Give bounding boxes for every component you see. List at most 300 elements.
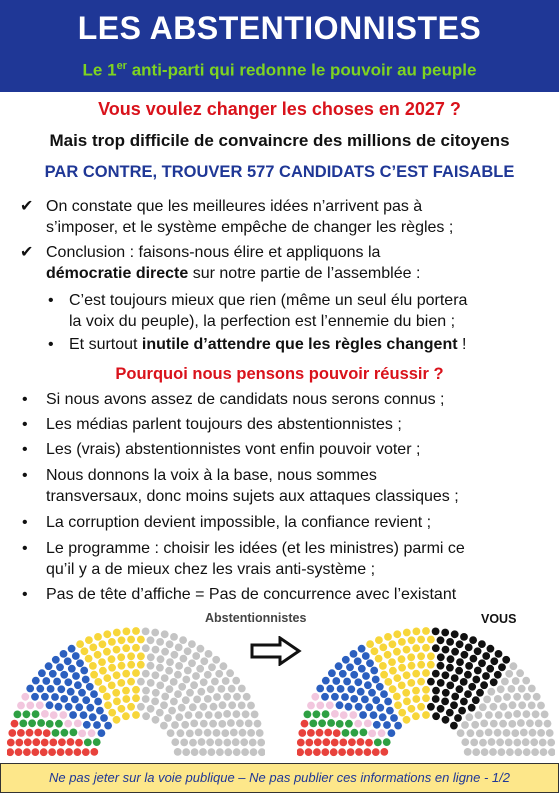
seat-dot [347, 685, 355, 693]
seat-dot [28, 719, 36, 727]
seat-dot [195, 729, 203, 737]
reason-item: Les (vrais) abstentionnistes vont enfin pouvoir voter ; [46, 441, 421, 458]
subtitle-prefix: Le 1 [82, 60, 117, 80]
seat-dot [23, 710, 31, 718]
seat-dot [505, 670, 513, 678]
seat-dot [432, 670, 440, 678]
seat-dot [240, 738, 248, 746]
seat-dot [189, 739, 197, 747]
seat-dot [132, 711, 140, 719]
seat-dot [384, 698, 392, 706]
seat-dot [83, 721, 91, 729]
seat-dot [427, 652, 435, 660]
seat-dot [528, 702, 536, 710]
seat-dot [43, 729, 51, 737]
seat-dot [487, 645, 495, 653]
seat-dot [326, 701, 334, 709]
seat-dot [313, 710, 321, 718]
seat-dot [471, 721, 479, 729]
seat-dot [464, 671, 472, 679]
seat-dot [68, 645, 76, 653]
seat-dot [498, 663, 506, 671]
seat-dot [330, 748, 338, 756]
seat-dot [327, 719, 335, 727]
seat-dot [368, 689, 376, 697]
seat-dot [432, 644, 440, 652]
seat-dot [174, 748, 182, 756]
seat-dot [188, 640, 196, 648]
seat-dot [197, 688, 205, 696]
seat-dot [48, 748, 56, 756]
seat-dot [37, 719, 45, 727]
seat-dot [522, 677, 530, 685]
seat-dot [51, 693, 59, 701]
seat-dot [86, 683, 94, 691]
seat-dot [398, 655, 406, 663]
seat-dot [226, 669, 234, 677]
seat-dot [523, 710, 531, 718]
seat-dot [59, 711, 67, 719]
seat-dot [89, 662, 97, 670]
seat-dot [307, 702, 315, 710]
seat-dot [384, 633, 392, 641]
seat-dot [36, 685, 44, 693]
seat-dot [98, 658, 106, 666]
seat-dot [164, 714, 172, 722]
seat-dot [508, 720, 516, 728]
seat-dot [72, 672, 80, 680]
seat-dot [76, 640, 84, 648]
seat-dot [461, 651, 469, 659]
seat-dot [447, 655, 455, 663]
sub-bullet-line: la voix du peuple), la perfection est l’ennemie du bien ; [69, 313, 456, 330]
seat-dot [96, 707, 104, 715]
seat-dot [408, 636, 416, 644]
seat-dot [393, 648, 401, 656]
seat-dot [85, 636, 93, 644]
reason-item: transversaux, donc moins sujets aux attaques classiques ; [46, 488, 459, 505]
seat-dot [40, 748, 48, 756]
seat-dot [26, 702, 34, 710]
seat-dot [370, 667, 378, 675]
seat-dot [313, 748, 321, 756]
seat-dot [422, 686, 430, 694]
seat-dot [89, 644, 97, 652]
seat-dot [199, 748, 207, 756]
seat-dot [250, 748, 258, 756]
seat-dot [123, 628, 131, 636]
seat-dot [360, 729, 368, 737]
seat-dot [156, 664, 164, 672]
seat-dot [316, 702, 324, 710]
seat-dot [180, 739, 188, 747]
seat-dot [474, 667, 482, 675]
seat-dot [427, 703, 435, 711]
seat-dot [50, 711, 58, 719]
seat-dot [529, 729, 537, 737]
reason-item: Le programme : choisir les idées (et les ministres) parmi ce [46, 540, 465, 557]
seat-dot [76, 659, 84, 667]
seat-dot [362, 652, 370, 660]
seat-dot [512, 677, 520, 685]
seat-dot [64, 720, 72, 728]
seat-dot [403, 671, 411, 679]
seat-dot [412, 695, 420, 703]
seat-dot [379, 644, 387, 652]
seat-dot [478, 640, 486, 648]
reason-item: Si nous avons assez de candidats nous serons connus ; [46, 391, 445, 408]
seat-dot [442, 646, 450, 654]
seat-dot [184, 647, 192, 655]
seat-dot [486, 665, 494, 673]
seat-dot [168, 707, 176, 715]
seat-dot [533, 693, 541, 701]
seat-dot [17, 702, 25, 710]
subtitle-rest: anti-parti qui redonne le pouvoir au peuple [126, 60, 477, 80]
seat-dot [508, 685, 516, 693]
seat-dot [200, 678, 208, 686]
seat-dot [232, 677, 240, 685]
seat-dot [451, 693, 459, 701]
seat-dot [132, 644, 140, 652]
seat-dot [80, 711, 88, 719]
seat-dot [84, 739, 92, 747]
seat-dot [19, 720, 27, 728]
intro-headline: PAR CONTRE, TROUVER 577 CANDIDATS C’EST FAISABLE [44, 163, 515, 181]
seat-dot [195, 711, 203, 719]
seat-dot [497, 685, 505, 693]
seat-dot [383, 721, 391, 729]
seat-dot [446, 709, 454, 717]
seat-dot [221, 729, 229, 737]
seat-dot [61, 729, 69, 737]
seat-dot [470, 655, 478, 663]
seat-dot [108, 664, 116, 672]
seat-dot [478, 659, 486, 667]
seat-dot [324, 729, 332, 737]
seat-dot [490, 657, 498, 665]
seat-dot [354, 720, 362, 728]
seat-dot [361, 696, 369, 704]
seat-dot [177, 729, 185, 737]
seat-dot [166, 685, 174, 693]
seat-dot [372, 676, 380, 684]
seat-dot [468, 683, 476, 691]
seat-dot [103, 693, 111, 701]
seat-dot [495, 650, 503, 658]
seat-dot [190, 720, 198, 728]
seat-dot [480, 681, 488, 689]
parliament-left-diagram [7, 617, 265, 759]
seat-dot [523, 748, 531, 756]
seat-dot [454, 714, 462, 722]
seat-dot [502, 656, 510, 664]
seat-dot [464, 690, 472, 698]
seat-dot [455, 667, 463, 675]
seat-dot [137, 661, 145, 669]
seat-dot [331, 710, 339, 718]
seat-dot [518, 685, 526, 693]
seat-dot [501, 678, 509, 686]
seat-dot [514, 748, 522, 756]
seat-dot [451, 630, 459, 638]
seat-dot [408, 705, 416, 713]
seat-dot [348, 738, 356, 746]
seat-dot [160, 701, 168, 709]
seat-dot [441, 629, 449, 637]
seat-dot [479, 703, 487, 711]
seat-dot [347, 748, 355, 756]
seat-dot [118, 636, 126, 644]
sub-bullet-post: ! [457, 336, 467, 353]
bullet-icon: • [22, 467, 28, 484]
seat-dot [60, 695, 68, 703]
seat-dot [7, 748, 14, 756]
seat-dot [104, 722, 112, 730]
seat-dot [191, 748, 199, 756]
seat-dot [528, 685, 536, 693]
seat-dot [178, 704, 186, 712]
seat-dot [68, 665, 76, 673]
seat-dot [118, 662, 126, 670]
seat-dot [386, 707, 394, 715]
seat-dot [170, 633, 178, 641]
seat-dot [99, 667, 107, 675]
seat-dot [186, 730, 194, 738]
seat-dot [509, 701, 517, 709]
seat-dot [70, 729, 78, 737]
seat-dot [403, 629, 411, 637]
seat-dot [152, 671, 160, 679]
sub-bullet-line [69, 334, 466, 355]
seat-dot [65, 703, 73, 711]
seat-dot [354, 657, 362, 665]
seat-dot [166, 640, 174, 648]
seat-dot [510, 662, 518, 670]
seat-dot [393, 630, 401, 638]
seat-dot [170, 698, 178, 706]
seat-dot [55, 703, 63, 711]
seat-dot [460, 678, 468, 686]
seat-dot [432, 687, 440, 695]
seat-dot [190, 681, 198, 689]
seat-dot [151, 629, 159, 637]
seat-dot [206, 738, 214, 746]
seat-dot [450, 722, 458, 730]
seat-dot [355, 748, 363, 756]
seat-dot [117, 653, 125, 661]
seat-dot [17, 729, 25, 737]
seat-dot [11, 720, 19, 728]
seat-dot [175, 713, 183, 721]
seat-dot [504, 711, 512, 719]
seat-dot [370, 711, 378, 719]
seat-dot [236, 719, 244, 727]
seat-dot [413, 628, 421, 636]
seat-dot [390, 714, 398, 722]
seat-dot [337, 685, 345, 693]
seat-dot [198, 738, 206, 746]
seat-dot [481, 748, 489, 756]
seat-dot [89, 713, 97, 721]
seat-dot [127, 652, 135, 660]
seat-dot [196, 665, 204, 673]
seat-dot [383, 738, 391, 746]
seat-dot [345, 703, 353, 711]
seat-dot [407, 653, 415, 661]
seat-dot [474, 647, 482, 655]
seat-dot [60, 671, 68, 679]
sub-bullet-line: C’est toujours mieux que rien (même un seul élu portera [69, 292, 468, 309]
seat-dot [227, 719, 235, 727]
seat-dot [142, 628, 150, 636]
seat-dot [113, 646, 121, 654]
seat-dot [388, 658, 396, 666]
bullet-icon: • [22, 540, 28, 557]
seat-dot [113, 671, 121, 679]
seat-dot [546, 729, 554, 737]
seat-dot [49, 739, 57, 747]
seat-dot [451, 648, 459, 656]
seat-dot [166, 658, 174, 666]
seat-dot [122, 687, 130, 695]
seat-dot [368, 730, 376, 738]
seat-dot [548, 748, 555, 756]
seat-dot [376, 704, 384, 712]
seat-dot [318, 719, 326, 727]
seat-dot [520, 729, 528, 737]
seat-dot [297, 748, 304, 756]
seat-dot [142, 670, 150, 678]
seat-dot [204, 671, 212, 679]
sub-bullet-pre: Et surtout [69, 336, 142, 353]
seat-dot [74, 748, 82, 756]
seat-dot [322, 738, 330, 746]
seat-dot [67, 688, 75, 696]
seat-dot [58, 738, 66, 746]
seat-dot [495, 711, 503, 719]
parliament-right-diagram [297, 617, 555, 759]
seat-dot [393, 674, 401, 682]
seat-dot [247, 729, 255, 737]
seat-dot [451, 674, 459, 682]
seat-dot [41, 693, 49, 701]
seat-dot [82, 676, 90, 684]
seat-dot [52, 656, 60, 664]
seat-dot [373, 721, 381, 729]
seat-dot [503, 729, 511, 737]
seat-dot [34, 729, 42, 737]
seat-dot [468, 704, 476, 712]
seat-dot [93, 738, 101, 746]
seat-dot [456, 658, 464, 666]
seat-dot [90, 671, 98, 679]
seat-dot [412, 644, 420, 652]
seat-dot [47, 685, 55, 693]
seat-dot [372, 748, 380, 756]
seat-dot [389, 640, 397, 648]
seat-dot [38, 669, 46, 677]
seat-dot [24, 738, 32, 746]
seat-dot [233, 710, 241, 718]
arrow-right-icon [250, 636, 302, 666]
seat-dot [364, 681, 372, 689]
seat-dot [220, 662, 228, 670]
seat-dot [517, 719, 525, 727]
seat-dot [256, 729, 264, 737]
seat-dot [535, 720, 543, 728]
seat-dot [480, 720, 488, 728]
seat-dot [228, 701, 236, 709]
seat-dot [180, 655, 188, 663]
seat-dot [205, 711, 213, 719]
seat-dot [335, 662, 343, 670]
seat-dot [358, 665, 366, 673]
seat-dot [32, 738, 40, 746]
seat-dot [494, 695, 502, 703]
seat-dot [142, 695, 150, 703]
seat-dot [427, 661, 435, 669]
seat-dot [31, 748, 39, 756]
seat-dot [156, 682, 164, 690]
seat-dot [75, 739, 83, 747]
seat-dot [55, 720, 63, 728]
check-icon: ✔ [20, 198, 34, 215]
seat-dot [242, 710, 250, 718]
seat-dot [165, 667, 173, 675]
seat-dot [490, 703, 498, 711]
reason-item: qu’il y a de mieux chez les vrais anti-système ; [46, 561, 376, 578]
seat-dot [488, 738, 496, 746]
seat-dot [442, 716, 450, 724]
seat-dot [103, 630, 111, 638]
seat-dot [230, 729, 238, 737]
seat-dot [122, 712, 130, 720]
seat-dot [36, 701, 44, 709]
seat-dot [365, 703, 373, 711]
seat-dot [494, 671, 502, 679]
seat-dot [389, 667, 397, 675]
seat-dot [69, 711, 77, 719]
seat-dot [64, 678, 72, 686]
seat-dot [417, 678, 425, 686]
seat-dot [427, 636, 435, 644]
seat-dot [233, 748, 241, 756]
seat-dot [432, 628, 440, 636]
seat-dot [402, 689, 410, 697]
seat-dot [394, 722, 402, 730]
seat-dot [86, 704, 94, 712]
sub-bullet-bold: inutile d’attendre que les règles changent [141, 336, 458, 353]
page-title: LES ABSTENTIONNISTES [77, 10, 482, 46]
seat-dot [52, 729, 60, 737]
seat-dot [151, 698, 159, 706]
seat-dot [305, 739, 313, 747]
seat-dot [351, 729, 359, 737]
seat-dot [224, 748, 232, 756]
seat-dot [56, 663, 64, 671]
seat-dot [42, 677, 50, 685]
seat-dot [441, 698, 449, 706]
seat-dot [479, 739, 487, 747]
seat-dot [171, 651, 179, 659]
seat-dot [511, 729, 519, 737]
seat-dot [403, 698, 411, 706]
bullet-icon: • [22, 586, 28, 603]
seat-dot [513, 693, 521, 701]
seat-dot [298, 729, 306, 737]
seat-dot [258, 748, 265, 756]
